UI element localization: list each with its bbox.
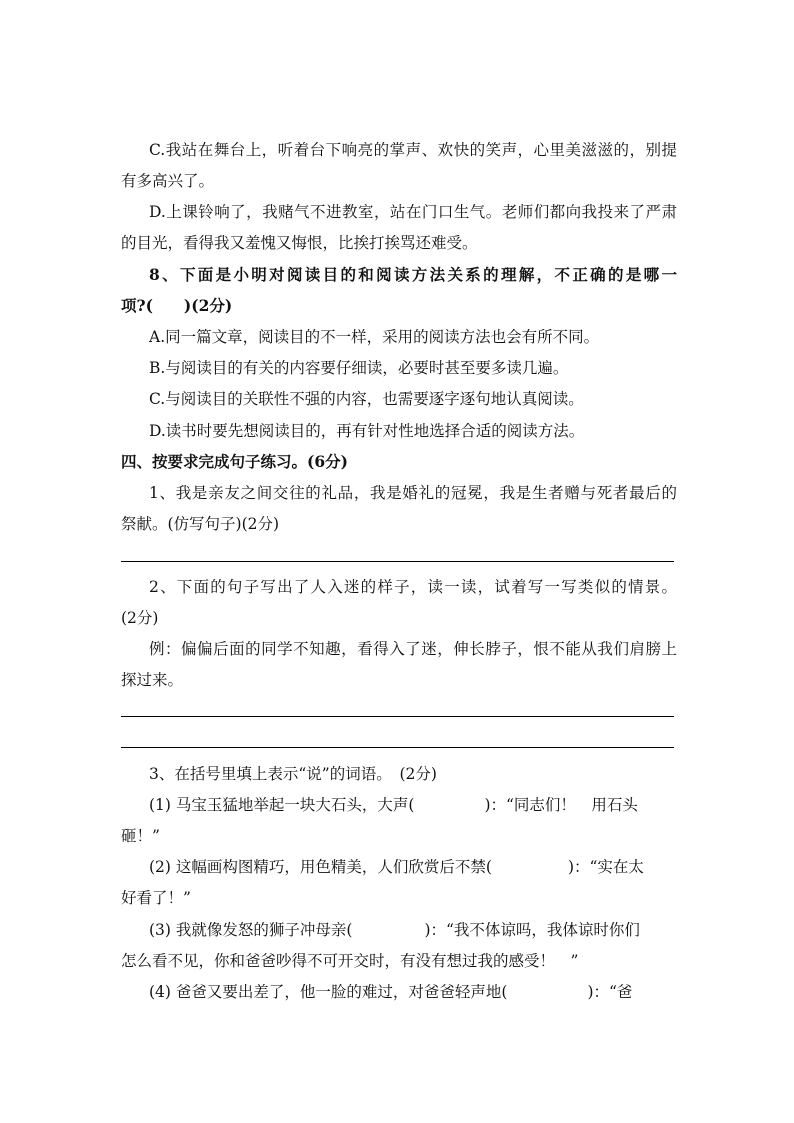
question-8-option-a: A.同一篇文章，阅读目的不一样，采用的阅读方法也会有所不同。 bbox=[149, 328, 600, 346]
sentence-2-example-line2: 探过来。 bbox=[121, 671, 184, 689]
item-1-prefix: (1) 马宝玉猛地举起一块大石头，大声( bbox=[149, 796, 415, 814]
option-d-line1: D.上课铃响了，我赌气不进教室，站在门口生气。老师们都向我投来了严肃 bbox=[149, 203, 677, 221]
option-c-line2: 有多高兴了。 bbox=[121, 172, 215, 190]
question-8-option-d: D.读书时要先想阅读目的，再有针对性地选择合适的阅读方法。 bbox=[149, 422, 585, 440]
sentence-3-item-1 bbox=[149, 795, 677, 815]
answer-line-2b[interactable] bbox=[121, 747, 674, 748]
item-4-prefix: (4) 爸爸又要出差了，他一脸的难过，对爸爸轻声地( bbox=[149, 983, 508, 1001]
sentence-1-line1: 1、我是亲友之间交往的礼品，我是婚礼的冠冕，我是生者赠与死者最后的 bbox=[149, 484, 677, 502]
question-8-option-c: C.与阅读目的关联性不强的内容，也需要逐字逐句地认真阅读。 bbox=[149, 390, 584, 408]
answer-line-1[interactable] bbox=[121, 561, 674, 562]
sentence-3-item-3 bbox=[149, 920, 677, 940]
sentence-3-item-3-cont: 怎么看不见，你和爸爸吵得不可开交时，有没有想过我的感受！ ” bbox=[121, 952, 579, 970]
item-3-suffix: )：“我不体谅吗，我体谅时你们 bbox=[424, 921, 640, 939]
sentence-3-item-2-cont: 好看了！” bbox=[121, 889, 191, 907]
question-8-line2: 项?( )(2分) bbox=[121, 296, 233, 315]
item-3-prefix: (3) 我就像发怒的狮子冲母亲( bbox=[149, 921, 353, 939]
sentence-3-title: 3、在括号里填上表示“说”的词语。 (2分) bbox=[149, 765, 437, 783]
sentence-3-item-4 bbox=[149, 982, 677, 1002]
sentence-2-line1: 2、下面的句子写出了人入迷的样子，读一读，试着写一写类似的情景。 bbox=[149, 578, 677, 596]
item-1-suffix: )：“同志们！ 用石头 bbox=[484, 796, 638, 814]
option-c-line1: C.我站在舞台上，听着台下响亮的掌声、欢快的笑声，心里美滋滋的，别提 bbox=[149, 141, 677, 159]
question-8-line1: 8、下面是小明对阅读目的和阅读方法关系的理解，不正确的是哪一 bbox=[149, 265, 677, 284]
item-2-prefix: (2) 这幅画构图精巧，用色精美，人们欣赏后不禁( bbox=[149, 858, 492, 876]
section-4-heading: 四、按要求完成句子练习。(6分) bbox=[121, 452, 348, 471]
sentence-1-line2: 祭献。(仿写句子)(2分) bbox=[121, 515, 280, 533]
question-8-option-b: B.与阅读目的有关的内容要仔细读，必要时甚至要多读几遍。 bbox=[149, 359, 569, 377]
sentence-2-line2: (2分) bbox=[121, 609, 159, 627]
item-4-suffix: )：“爸 bbox=[587, 983, 633, 1001]
sentence-2-example-line1: 例：偏偏后面的同学不知趣，看得入了迷，伸长脖子，恨不能从我们肩膀上 bbox=[149, 640, 677, 658]
sentence-3-item-1-cont: 砸！” bbox=[121, 827, 160, 845]
option-d-line2: 的目光，看得我又羞愧又悔恨，比挨打挨骂还难受。 bbox=[121, 234, 478, 252]
answer-line-2a[interactable] bbox=[121, 716, 674, 717]
item-2-suffix: )：“实在太 bbox=[567, 858, 644, 876]
sentence-3-item-2 bbox=[149, 857, 677, 877]
